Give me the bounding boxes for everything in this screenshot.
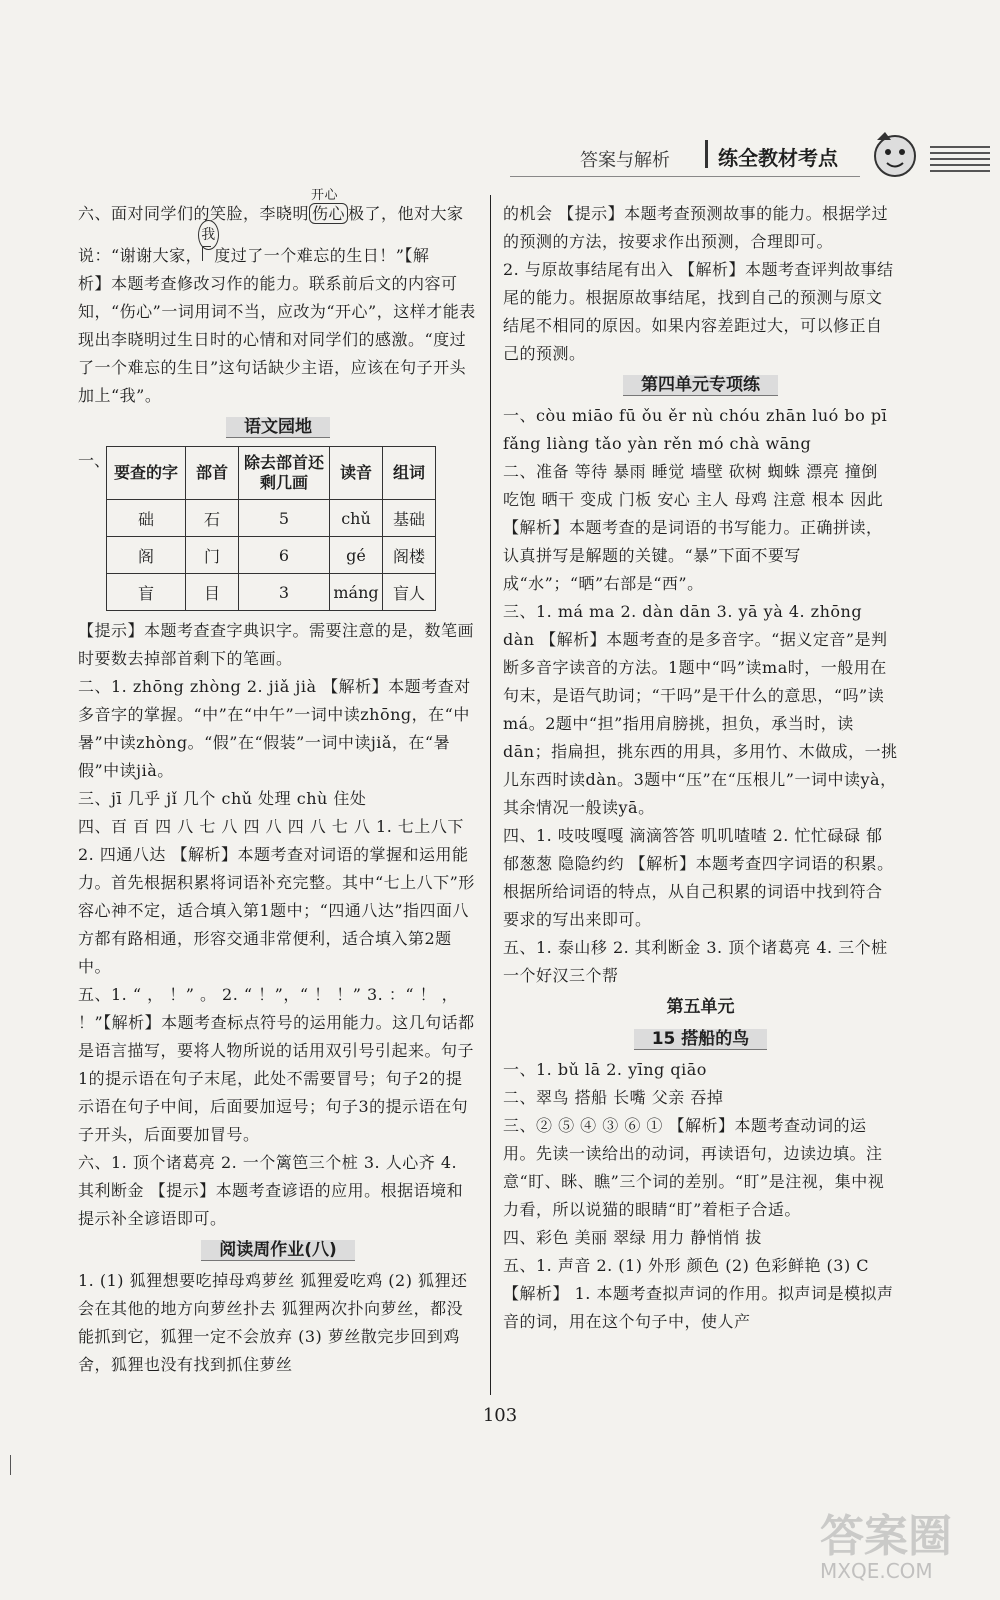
lesson-q4: 四、彩色 美丽 翠绿 用力 静悄悄 拔 [503, 1228, 762, 1247]
inserted-word: 开心 [311, 188, 339, 203]
q6-line1: 六、面对同学们的笑脸，李晓明 开心 伤心 极了，他对大家 [78, 200, 478, 228]
section-title-unit4: 第四单元专项练 [503, 370, 898, 400]
table-tip: 【提示】本题考查查字典识字。需要注意的是，数笔画时要数去掉部首剩下的笔画。 [78, 621, 475, 668]
left-column [78, 188, 478, 1379]
lesson-title: 15 搭船的鸟 [503, 1024, 898, 1054]
answer-q3: 三、jī 几乎 jǐ 几个 chǔ 处理 chù 住处 [78, 789, 367, 808]
mascot-icon [865, 128, 925, 184]
header-divider [705, 140, 708, 168]
page-header [510, 138, 990, 188]
section-title-yuwen: 语文园地 [78, 412, 478, 442]
watermark-url: MXQE.COM [820, 1559, 933, 1583]
table-row: 盲 目 3 máng 盲人 [107, 574, 436, 611]
table-header: 要查的字 [107, 447, 186, 500]
watermark-logo [820, 1511, 980, 1585]
right-column [503, 200, 898, 1336]
table-row: 阁 门 6 gé 阁楼 [107, 537, 436, 574]
unit4-q3: 三、1. má ma 2. dàn dān 3. yā yà 4. zhōng dàn 【解析】本题考查的是多音字。“据义定音”是判断多音字读音的方法。1题中“吗”读ma时，一般用在句末，是语气助词；“干吗”是干什么的意思，“吗”读má。2题中“担”指用肩膀挑，担负，承当时，读dān；指扁担，挑东西的用具，多用竹、木做成，一挑儿东西时读dàn。3题中“压”在“压根儿”一词中读yà，其余情况一般读yā。 [503, 602, 898, 817]
answer-q6: 六、1. 顶个诸葛亮 2. 一个篱笆三个桩 3. 人心齐 4. 其利断金 【提示】本题考查谚语的应用。根据语境和提示补全谚语即可。 [78, 1153, 464, 1228]
table-header: 除去部首还剩几画 [239, 447, 330, 500]
inserted-word-2: 我 [198, 220, 219, 250]
section-title-reading: 阅读周作业(八) [78, 1235, 478, 1265]
lesson-q5: 五、1. 声音 2. (1) 外形 颜色 (2) 色彩鲜艳 (3) C 【解析】 1. 本题考查拟声词的作用。拟声词是模拟声音的词，用在这个句子中，使人产 [503, 1256, 894, 1331]
header-rule [510, 176, 860, 177]
table-header: 读音 [330, 447, 383, 500]
unit4-q1: 一、còu miāo fū ǒu ěr nù chóu zhān luó bo pī fǎng liàng tǎo yàn rěn mó chà wāng [503, 406, 888, 453]
header-subtitle: 答案与解析 [580, 150, 670, 171]
reading-answer-1-cont: 的机会 【提示】本题考查预测故事的能力。根据学过的预测的方法，按要求作出预测，合理即可。 [503, 204, 889, 251]
q6-analysis: 析】本题考查修改习作的能力。联系前后文的内容可知，“伤心”一词用词不当，应改为“开心”，这样才能表现出李晓明过生日时的心情和对同学们的感激。“度过了一个难忘的生日”这句话缺少主语，应该在句子开头加上“我”。 [78, 274, 476, 405]
struck-word: 伤心 [309, 203, 348, 224]
lesson-q2: 二、翠鸟 搭船 长嘴 父亲 吞掉 [503, 1088, 724, 1107]
dictionary-question [78, 446, 478, 611]
table-row: 础 石 5 chǔ 基础 [107, 500, 436, 537]
answer-q5: 五、1. “ ， ！” 。 2. “ ！”，“ ！ ！” 3. ：“ ！ ， ！”【解析】本题考查标点符号的运用能力。这几句话都是语言描写，要将人物所说的话用双引号引起来。句子1的提示语在句子末尾，此处不需要冒号；句子2的提示语在句子中间，后面要加逗号；句子3的提示语在句子开头，后面要加冒号。 [78, 985, 475, 1144]
table-header: 部首 [186, 447, 239, 500]
q6-line2: 说：“谢谢大家， 我 度过了一个难忘的生日！”【解 [78, 242, 478, 270]
bottom-mark [10, 1455, 11, 1475]
header-stripes [930, 146, 990, 172]
answer-q2: 二、1. zhōng zhòng 2. jiǎ jià 【解析】本题考查对多音字的掌握。“中”在“中午”一词中读zhōng，在“中暑”中读zhòng。“假”在“假装”一词中读jiǎ，在“暑假”中读jià。 [78, 677, 471, 780]
lesson-q3: 三、② ⑤ ④ ③ ⑥ ① 【解析】本题考查动词的运用。先读一读给出的动词，再读语句，边读边填。注意“盯、眯、瞧”三个词的差别。“盯”是注视，集中视力看，所以说猫的眼睛“盯”着柜子合适。 [503, 1116, 885, 1219]
unit4-q2: 二、准备 等待 暴雨 睡觉 墙壁 砍树 蜘蛛 漂亮 撞倒 吃饱 晒干 变成 门板 安心 主人 母鸡 注意 根本 因此 【解析】本题考查的是词语的书写能力。正确拼读，认真拼写是解题的关键。“暴”下面不要写成“水”；“晒”右部是“西”。 [503, 462, 884, 593]
table-label: 一、 [78, 451, 111, 470]
column-divider [490, 195, 491, 1395]
unit4-q4: 四、1. 吱吱嘎嘎 滴滴答答 叽叽喳喳 2. 忙忙碌碌 郁郁葱葱 隐隐约约 【解析】本题考查四字词语的积累。根据所给词语的特点，从自己积累的词语中找到符合要求的写出来即可。 [503, 826, 894, 929]
watermark-text: 答案圈 [820, 1511, 952, 1562]
page-number: 103 [482, 1405, 518, 1426]
table-header: 组词 [383, 447, 436, 500]
unit5-title: 第五单元 [666, 997, 735, 1017]
dictionary-table [106, 446, 436, 611]
lesson-q1: 一、1. bǔ lā 2. yīng qiāo [503, 1060, 707, 1079]
header-title: 练全教材考点 [718, 146, 838, 170]
reading-answer-2: 2. 与原故事结尾有出入 【解析】本题考查评判故事结尾的能力。根据原故事结尾，找到自己的预测与原文结尾不相同的原因。如果内容差距过大，可以修正自己的预测。 [503, 260, 894, 363]
answer-q4: 四、百 百 四 八 七 八 四 八 四 八 七 八 1. 七上八下 2. 四通八达 【解析】本题考查对词语的掌握和运用能力。首先根据积累将词语补充完整。其中“七上八下”形容心神不定，适合填入第1题中；“四通八达”指四面八方都有路相通，形容交通非常便利，适合填入第2题中。 [78, 817, 475, 976]
unit4-q5: 五、1. 泰山移 2. 其利断金 3. 顶个诸葛亮 4. 三个桩 一个好汉三个帮 [503, 938, 888, 985]
reading-answer-1: 1. (1) 狐狸想要吃掉母鸡萝丝 狐狸爱吃鸡 (2) 狐狸还会在其他的地方向萝丝扑去 狐狸两次扑向萝丝，都没能抓到它，狐狸一定不会放弃 (3) 萝丝散完步回到鸡舍，狐狸也没有找到抓住萝丝 [78, 1271, 468, 1374]
